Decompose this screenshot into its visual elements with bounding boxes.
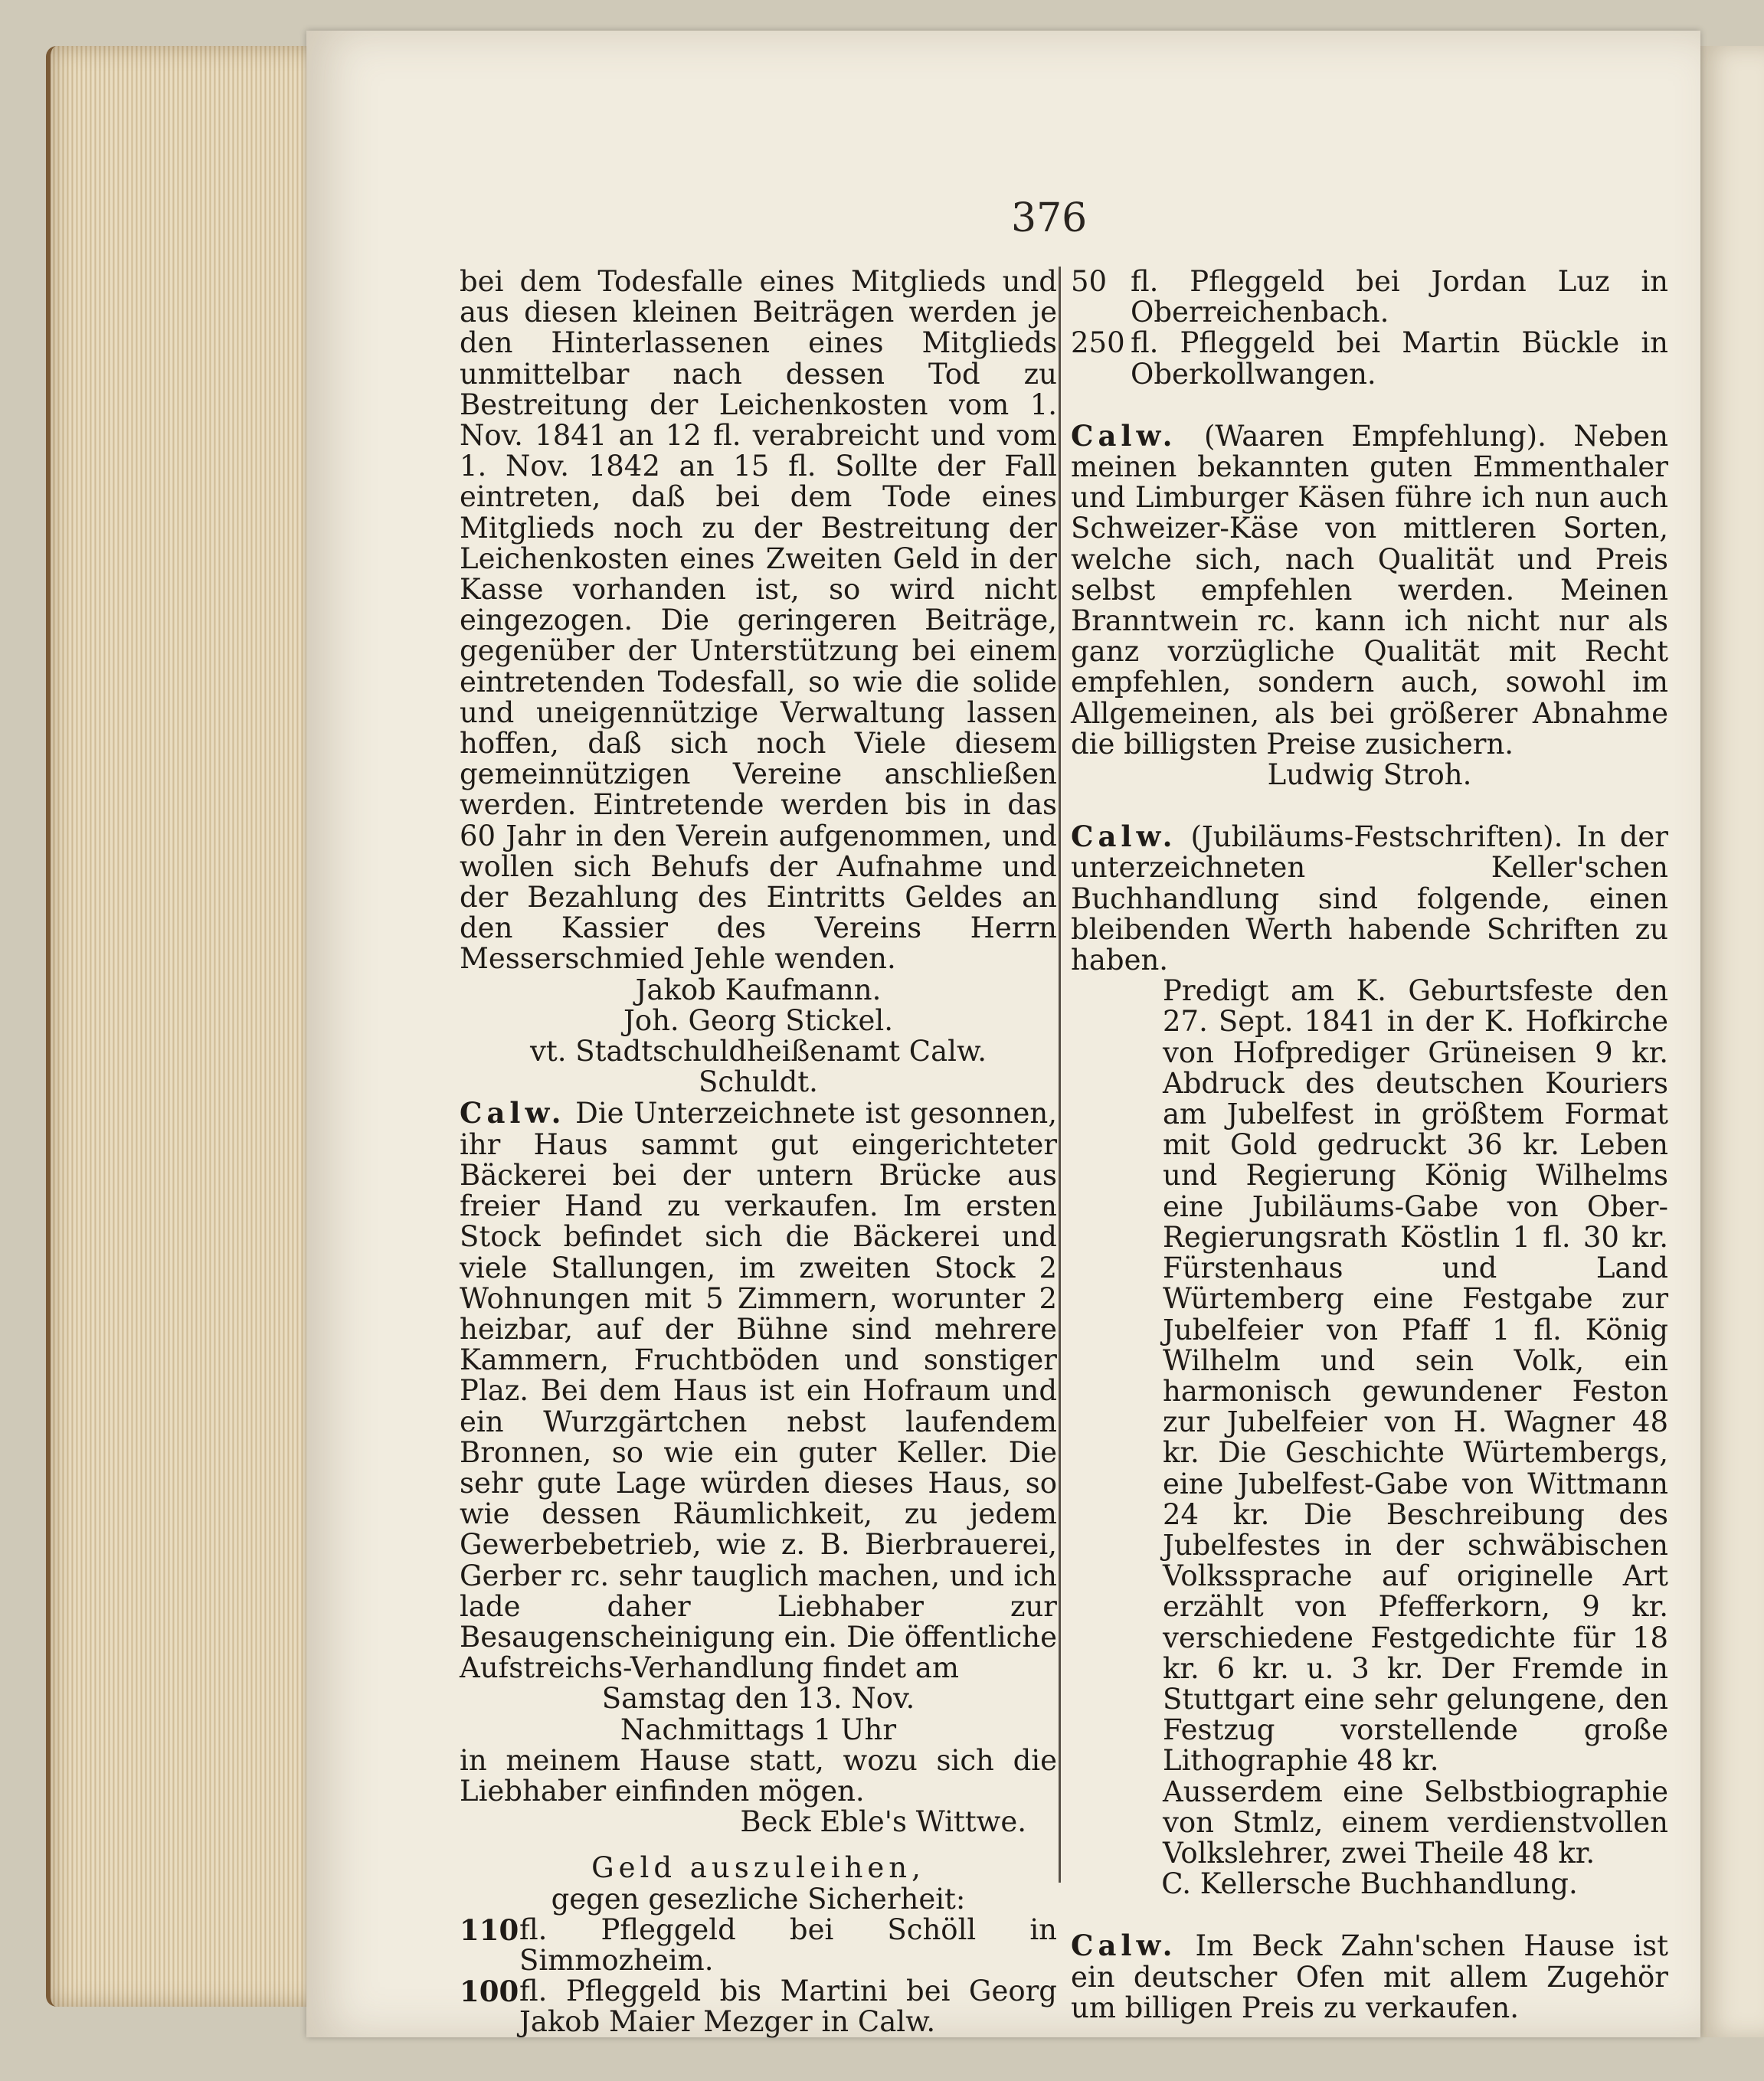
house-sale-text: Die Unterzeichnete ist gesonnen, ihr Haus sammt gut eingerichteter Bäckerei bei der untern Brücke aus freier Hand zu verkaufen. Im ersten Stock befindet sich die Bäckerei und viele Stallungen, im zweiten Stock 2 Wohnungen mit 5 Zimmern, worunter 2 heizbar, auf der Bühne sind mehrere Kammern, Fruchtböden und sonstiger Plaz. Bei dem Haus ist ein Hofraum und ein Wurzgärtchen nebst laufendem Bronnen, so wie ein guter Keller. Die sehr gute Lage würden dieses Haus, so wie dessen Räumlichkeit, zu jedem Gewerbebetrieb, wie z. B. Bierbrauerei, Gerber rc. sehr tauglich machen, und ich lade daher Liebhaber zur Besaugenscheinigung ein. Die öffentliche Aufstreichs-Verhandlung findet am [460, 1097, 1057, 1685]
place-calw: Calw. [1071, 418, 1177, 453]
loan-amount: 50 [1071, 265, 1108, 298]
festschriften-list: Predigt am K. Geburtsfeste den 27. Sept. 1841 in der K. Hofkirche von Hofprediger Grüneisen 9 kr. Abdruck des deutschen Kouriers am Jubelfest in größtem Format mit Gold gedruckt 36 kr. Leben und Regierung König Wilhelms eine Jubiläums-Gabe von Ober-Regierungsrath Köstlin 1 fl. 30 kr. Fürstenhaus und Land Würtemberg eine Festgabe zur Jubelfeier von Pfaff 1 fl. König Wilhelm und sein Volk, ein harmonisch gewundener Feston zur Jubelfeier von H. Wagner 48 kr. Die Geschichte Würtembergs, eine Jubelfest-Gabe von Wittmann 24 kr. Die Beschreibung des Jubelfestes in der schwäbischen Volkssprache auf originelle Art erzählt von Pfefferkorn, 9 kr. verschiedene Festgedichte für 18 kr. 6 kr. u. 3 kr. Der Fremde in Stuttgart eine sehr gelungene, den Festzug vorstellende große Lithographie 48 kr. [1163, 974, 1668, 1778]
cheese-ad [1071, 420, 1668, 760]
loan-text: fl. Pfleggeld bei Jordan Luz in Oberreichenbach. [1131, 265, 1668, 329]
loan-entry [1071, 328, 1668, 389]
loan-entry [460, 1912, 1057, 1977]
signature-eble: Beck Eble's Wittwe. [740, 1805, 1026, 1839]
signature-stickel: Joh. Georg Stickel. [623, 1003, 893, 1037]
loan-text: fl. Pfleggeld bei Martin Bückle in Oberkollwangen. [1131, 326, 1668, 391]
loans-subheading: gegen gesezliche Sicherheit: [551, 1882, 966, 1916]
signature-kaufmann: Jakob Kaufmann. [635, 973, 882, 1006]
stove-ad-text: Im Beck Zahn'schen Hause ist ein deutscher Ofen mit allem Zugehör um billigen Preis zu verkaufen. [1071, 1929, 1668, 2024]
loan-entry [1071, 267, 1668, 328]
house-sale-end: in meinem Hause statt, wozu sich die Liebhaber einfinden mögen. [460, 1743, 1057, 1808]
loan-amount: 110 [460, 1912, 519, 1947]
page-edges [46, 46, 349, 2007]
signature-stroh: Ludwig Stroh. [1267, 758, 1472, 792]
loan-amount: 250 [1071, 326, 1125, 360]
left-column [460, 267, 1057, 2038]
signature-schuldt: Schuldt. [699, 1065, 818, 1099]
burial-fund-text: bei dem Todesfalle eines Mitglieds und aus diesen kleinen Beiträgen werden je den Hinterlassenen eines Mitglieds unmittelbar nach dessen Tod zu Bestreitung der Leichenkosten vom 1. Nov. 1841 an 12 fl. verabreicht und vom 1. Nov. 1842 an 15 fl. Sollte der Fall eintreten, daß bei dem Tode eines Mitglieds noch zu der Bestreitung der Leichenkosten eines Zweiten Geld in der Kasse vorhanden ist, so wird nicht eingezogen. Die geringeren Beiträge, gegenüber der Unterstützung bei einem eintretenden Todesfall, so wie die solide und uneigennützige Verwaltung lassen hoffen, daß sich noch Viele diesem gemeinnützigen Vereine anschließen werden. Eintretende werden bis in das 60 Jahr in den Verein aufgenommen, und wollen sich Behufs der Aufnahme und der Bezahlung des Eintritts Geldes an den Kassier des Vereins Herrn Messerschmied Jehle wenden. [460, 265, 1057, 976]
column-divider [1059, 267, 1061, 1883]
festschriften-ad [1071, 821, 1668, 976]
loan-amount: 100 [460, 1975, 519, 2009]
facing-page-edge [1697, 46, 1764, 2037]
page-number: 376 [1011, 195, 1088, 241]
place-calw: Calw. [1071, 1929, 1177, 1963]
loan-entry [460, 1976, 1057, 2037]
stove-ad [1071, 1930, 1668, 2024]
place-calw: Calw. [460, 1096, 566, 1130]
right-column [1071, 267, 1668, 2024]
festschriften-extra: Ausserdem eine Selbstbiographie von Stmlz, einem verdienstvollen Volkslehrer, zwei Theile 48 kr. [1163, 1775, 1668, 1870]
cheese-ad-text: (Waaren Empfehlung). Neben meinen bekannten guten Emmenthaler und Limburger Käsen führe ich nun auch Schweizer-Käse von mittleren Sorten, welche sich, nach Qualität und Preis selbst empfehlen werden. Meinen Branntwein rc. kann ich nicht nur als ganz vorzügliche Qualität mit Recht empfehlen, sondern auch, sowohl im Allgemeinen, als bei größerer Abnahme die billigsten Preise zusichern. [1071, 419, 1669, 761]
place-calw: Calw. [1071, 820, 1177, 854]
signature-keller: C. Kellersche Buchhandlung. [1161, 1867, 1578, 1901]
auction-date: Samstag den 13. Nov. [601, 1682, 915, 1716]
loan-text: fl. Pfleggeld bei Schöll in Simmozheim. [519, 1912, 1057, 1977]
festschriften-ad-text: (Jubiläums-Festschriften). In der unterzeichneten Keller'schen Buchhandlung sind folgende, einen bleibenden Werth habende Schriften zu haben. [1071, 820, 1668, 977]
loan-text: fl. Pfleggeld bis Martini bei Georg Jakob Maier Mezger in Calw. [519, 1975, 1057, 2039]
auction-time: Nachmittags 1 Uhr [620, 1713, 897, 1746]
house-sale-notice [460, 1098, 1057, 1683]
signature-office: vt. Stadtschuldheißenamt Calw. [529, 1035, 987, 1068]
loans-heading: Geld auszuleihen, [591, 1851, 925, 1885]
